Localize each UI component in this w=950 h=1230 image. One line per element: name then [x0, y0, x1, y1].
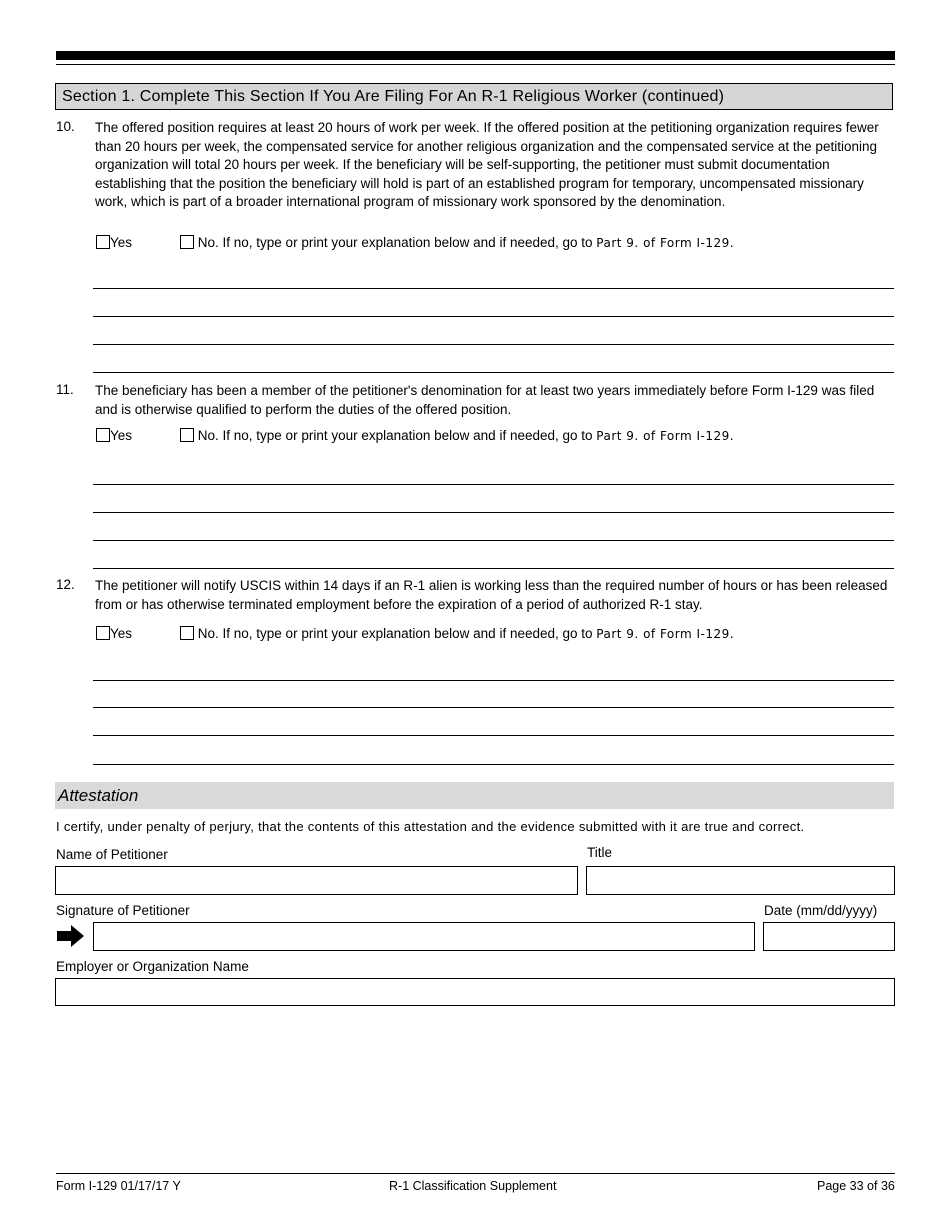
question-12-yes-label: Yes	[110, 626, 133, 641]
name-of-petitioner-label: Name of Petitioner	[56, 847, 168, 862]
question-12-answer-line-4[interactable]	[93, 764, 894, 765]
question-10-no-option[interactable]	[180, 235, 734, 250]
question-11-answer-line-4[interactable]	[93, 568, 894, 569]
question-10-number: 10.	[56, 119, 75, 134]
question-11-no-option[interactable]	[180, 428, 734, 443]
question-12-answer-line-2[interactable]	[93, 707, 894, 708]
question-11-reference: Part 9. of Form I-129	[596, 429, 730, 443]
title-field[interactable]	[586, 866, 895, 895]
question-11-no-label: No. If no, type or print your explanation below and if needed, go to	[197, 428, 593, 443]
signature-of-petitioner-label: Signature of Petitioner	[56, 903, 190, 918]
question-12-ref-period: .	[729, 626, 734, 641]
question-12-text: The petitioner will notify USCIS within 14 days if an R-1 alien is working less than the required number of hours or has been released from or has otherwise terminated employment before the expiration of a period of authorized R-1 stay.	[95, 578, 888, 612]
name-of-petitioner-field[interactable]	[55, 866, 578, 895]
section-header: Section 1. Complete This Section If You Are Filing For An R-1 Religious Worker (continued)	[55, 83, 893, 110]
employer-field[interactable]	[55, 978, 895, 1006]
question-12-answer-line-1[interactable]	[93, 680, 894, 681]
question-12-no-label: No. If no, type or print your explanation below and if needed, go to	[197, 626, 593, 641]
certification-statement: I certify, under penalty of perjury, that the contents of this attestation and the evidence submitted with it are true and correct.	[56, 819, 805, 834]
top-thick-rule	[56, 51, 895, 60]
question-10-answer-line-3[interactable]	[93, 344, 894, 345]
title-label: Title	[587, 845, 613, 860]
question-11-answer-line-3[interactable]	[93, 540, 894, 541]
question-10-answer-line-4[interactable]	[93, 372, 894, 373]
footer-form-id: Form I-129 01/17/17 Y	[56, 1179, 181, 1193]
question-12-yes-checkbox[interactable]	[96, 626, 110, 640]
question-12-answer-line-3[interactable]	[93, 735, 894, 736]
question-10-no-label: No. If no, type or print your explanation below and if needed, go to	[197, 235, 593, 250]
question-11-yes-label: Yes	[110, 428, 133, 443]
question-11-yes-option[interactable]	[96, 428, 132, 443]
question-12-number: 12.	[56, 577, 75, 592]
question-11-ref-period: .	[729, 428, 734, 443]
question-11-no-checkbox[interactable]	[180, 428, 194, 442]
attestation-header: Attestation	[55, 782, 894, 809]
question-10-yes-label: Yes	[110, 235, 133, 250]
date-label: Date (mm/dd/yyyy)	[764, 903, 878, 918]
question-12-no-checkbox[interactable]	[180, 626, 194, 640]
question-11-answer-line-1[interactable]	[93, 484, 894, 485]
right-arrow-icon	[57, 925, 85, 947]
question-12-no-option[interactable]	[180, 626, 734, 641]
footer-page-number: Page 33 of 36	[817, 1179, 895, 1193]
footer-title: R-1 Classification Supplement	[389, 1179, 557, 1193]
top-thin-rule	[56, 64, 895, 65]
question-10-no-checkbox[interactable]	[180, 235, 194, 249]
question-10-text: The offered position requires at least 20 hours of work per week. If the offered position at the petitioning organization requires fewer than 20 hours per week, the compensated service for another religious organization and the compensated service at the petitioning organization will total 20 hours per week. If the beneficiary will be self-supporting, the petitioner must submit documentation establishing that the position the beneficiary will hold is part of an established program for temporary, uncompensated missionary work, which is part of a broader international program of missionary work sponsored by the denomination.	[95, 120, 879, 209]
question-10-ref-period: .	[729, 235, 734, 250]
question-10-answer-line-1[interactable]	[93, 288, 894, 289]
question-10-yes-checkbox[interactable]	[96, 235, 110, 249]
date-field[interactable]	[763, 922, 895, 951]
question-12-yes-option[interactable]	[96, 626, 132, 641]
question-10-reference: Part 9. of Form I-129	[596, 236, 730, 250]
question-11-text: The beneficiary has been a member of the petitioner's denomination for at least two years immediately before Form I-129 was filed and is otherwise qualified to perform the duties of the offered position.	[95, 383, 875, 417]
question-11-number: 11.	[56, 382, 74, 397]
question-10-answer-line-2[interactable]	[93, 316, 894, 317]
question-10-yes-option[interactable]	[96, 235, 132, 250]
footer-rule	[56, 1173, 895, 1174]
question-11-answer-line-2[interactable]	[93, 512, 894, 513]
question-11-yes-checkbox[interactable]	[96, 428, 110, 442]
employer-label: Employer or Organization Name	[56, 959, 249, 974]
signature-field[interactable]	[93, 922, 755, 951]
question-12-reference: Part 9. of Form I-129	[596, 627, 730, 641]
